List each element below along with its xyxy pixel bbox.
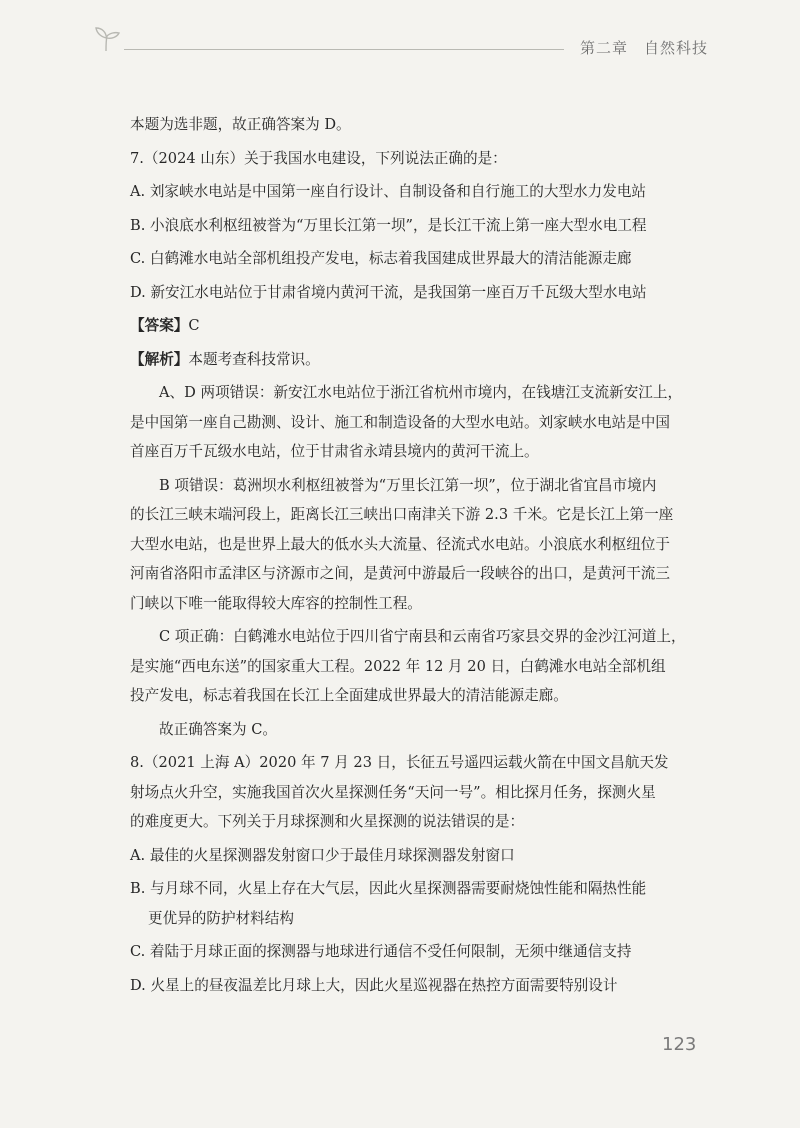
text-line: C 项正确：白鹤滩水电站位于四川省宁南县和云南省巧家县交界的金沙江河道上， — [159, 628, 686, 645]
text-line: 河南省洛阳市孟津区与济源市之间，是黄河中游最后一段峡谷的出口，是黄河干流三 — [130, 565, 670, 582]
question-7-stem: 7.（2024 山东）关于我国水电建设，下列说法正确的是： — [130, 149, 507, 167]
text-line: 门峡以下唯一能取得较大库容的控制性工程。 — [130, 594, 422, 612]
text-line: 是实施“西电东送”的国家重大工程。2022 年 12 月 20 日，白鹤滩水电站全部机组 — [130, 657, 666, 675]
text-line: 本题为选非题，故正确答案为 D。 — [130, 116, 351, 133]
question-8-stem: 射场点火升空，实施我国首次火星探测任务“天问一号”。相比探月任务，探测火星 — [130, 783, 656, 801]
question-8-option-d: D. 火星上的昼夜温差比月球上大，因此火星巡视器在热控方面需要特别设计 — [130, 976, 618, 994]
text-line: 大型水电站，也是世界上最大的低水头大流量、径流式水电站。小浪底水利枢纽位于 — [130, 535, 670, 553]
text-line: 是中国第一座自己勘测、设计、施工和制造设备的大型水电站。刘家峡水电站是中国 — [130, 413, 670, 431]
question-7-option-a: A. 刘家峡水电站是中国第一座自行设计、自制设备和自行施工的大型水力发电站 — [130, 183, 647, 200]
text-line: 投产发电，标志着我国在长江上全面建成世界最大的清洁能源走廊。 — [130, 687, 568, 704]
text-line: 故正确答案为 C。 — [159, 720, 277, 738]
question-7-option-c: C. 白鹤滩水电站全部机组投产发电，标志着我国建成世界最大的清洁能源走廊 — [130, 250, 632, 267]
page-header — [0, 0, 800, 70]
answer-value: C — [188, 317, 200, 334]
page-number: 123 — [662, 1034, 697, 1055]
question-8-option-a: A. 最佳的火星探测器发射窗口少于最佳月球探测器发射窗口 — [130, 846, 515, 864]
text-line: B 项错误：葛洲坝水利枢纽被誉为“万里长江第一坝”，位于湖北省宜昌市境内 — [159, 476, 657, 494]
explanation-tag: 【解析】 — [130, 350, 189, 368]
page-body — [130, 110, 700, 1000]
question-7-option-b: B. 小浪底水利枢纽被誉为“万里长江第一坝”，是长江干流上第一座大型水电工程 — [130, 216, 647, 234]
question-8-option-b: 更优异的防护材料结构 — [148, 909, 294, 927]
question-8-option-c: C. 着陆于月球正面的探测器与地球进行通信不受任何限制，无须中继通信支持 — [130, 943, 632, 960]
question-7-option-d: D. 新安江水电站位于甘肃省境内黄河干流，是我国第一座百万千瓦级大型水电站 — [130, 283, 647, 301]
chapter-title: 第二章 自然科技 — [580, 39, 709, 57]
explanation-line — [130, 345, 700, 375]
explanation-value: 本题考查科技常识。 — [188, 350, 320, 368]
question-8-stem: 8.（2021 上海 A）2020 年 7 月 23 日，长征五号遥四运载火箭在中国文昌航天发 — [130, 754, 669, 771]
text-line: A、D 两项错误：新安江水电站位于浙江省杭州市境内，在钱塘江支流新安江上， — [159, 384, 683, 401]
sprout-icon — [92, 24, 122, 54]
text-line: 的长江三峡末端河段上，距离长江三峡出口南津关下游 2.3 千米。它是长江上第一座 — [130, 506, 674, 523]
header-rule — [124, 49, 564, 50]
question-8-stem: 的难度更大。下列关于月球探测和火星探测的说法错误的是： — [130, 813, 525, 830]
text-line: 首座百万千瓦级水电站，位于甘肃省永靖县境内的黄河干流上。 — [130, 443, 539, 460]
question-8-option-b: B. 与月球不同，火星上存在大气层，因此火星探测器需要耐烧蚀性能和隔热性能 — [130, 880, 647, 897]
answer-tag: 【答案】 — [130, 317, 189, 334]
answer-line — [130, 311, 700, 341]
